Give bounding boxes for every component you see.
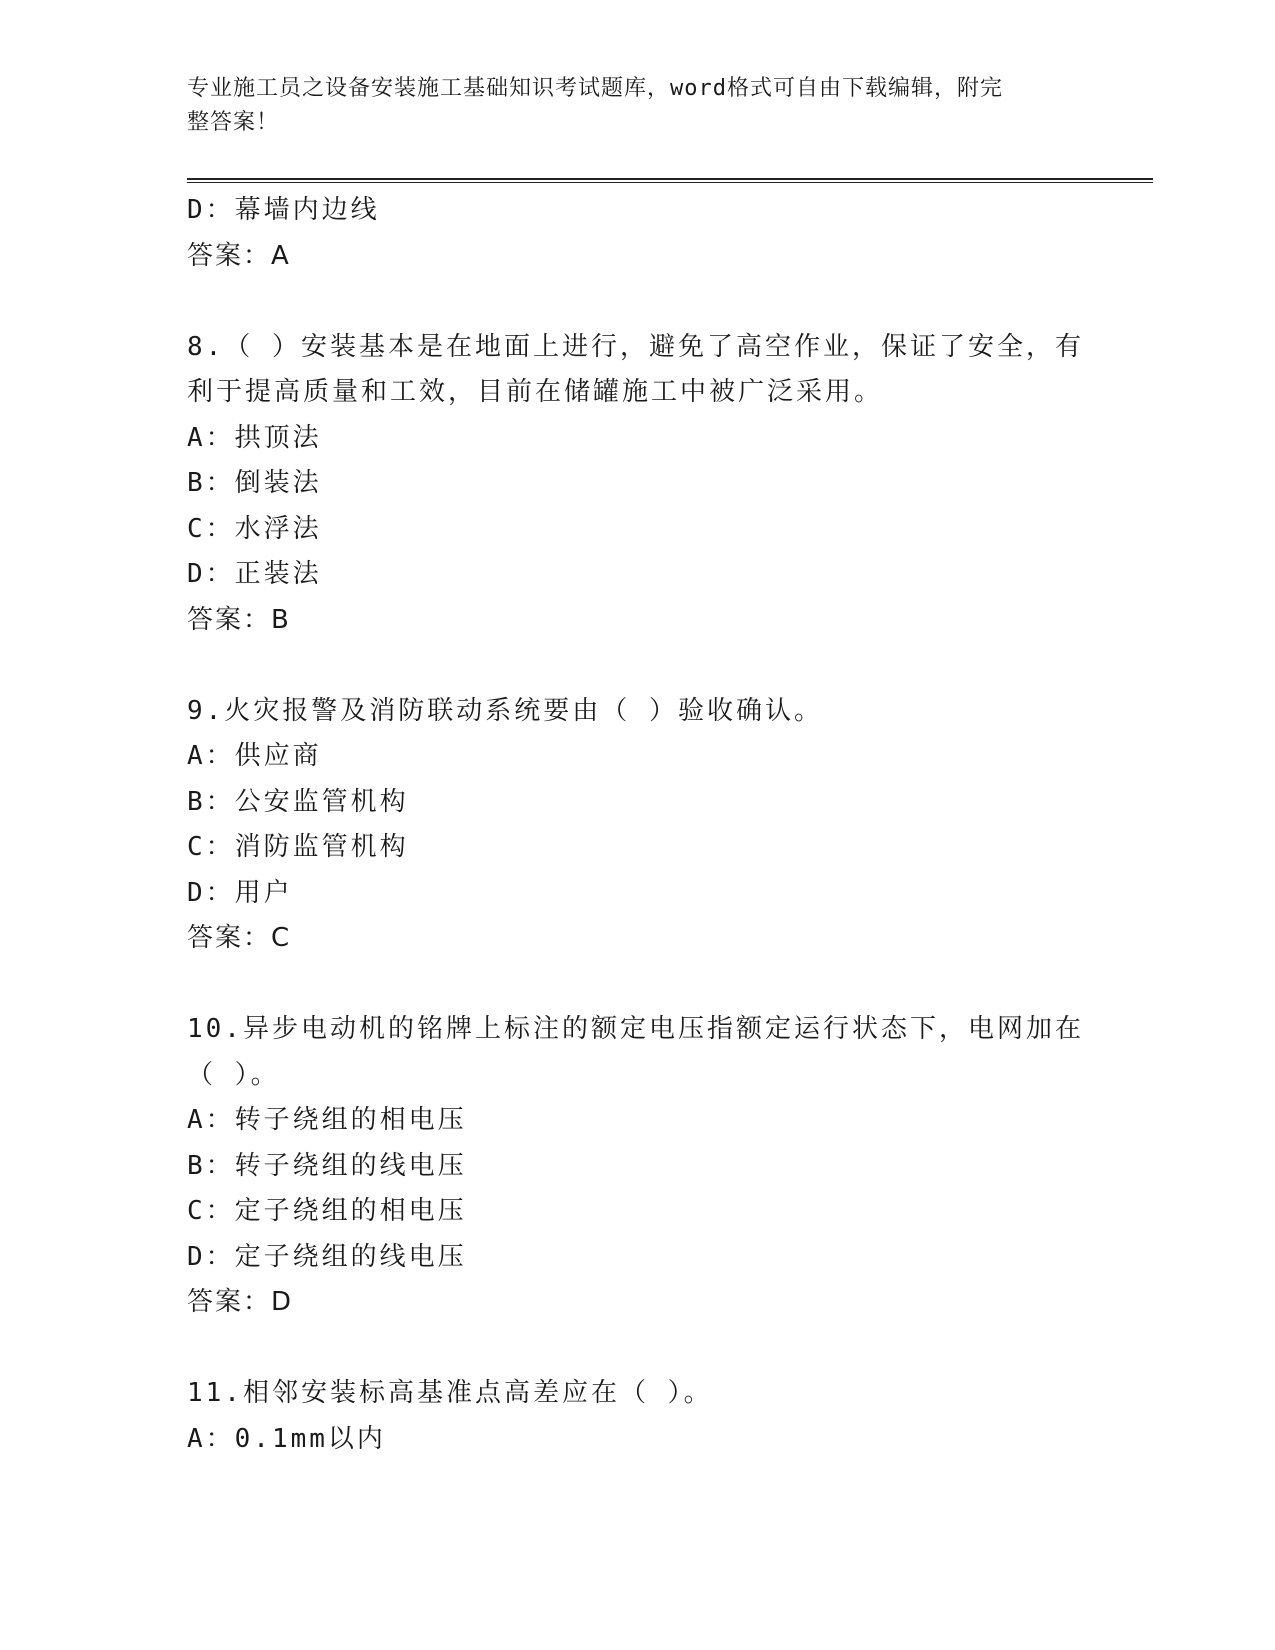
option-a: A：供应商 [187, 741, 322, 771]
option-d: D：用户 [187, 877, 293, 908]
option-a: A：拱顶法 [187, 422, 322, 453]
option-a: A：转子绕组的相电压 [187, 1105, 467, 1135]
question-block-10 [187, 1007, 1087, 1326]
option-c: C：水浮法 [187, 513, 322, 544]
option-d: D：正装法 [187, 559, 322, 589]
option-b: B：倒装法 [187, 468, 322, 498]
option-b: B：转子绕组的线电压 [187, 1150, 467, 1181]
option-c: C：消防监管机构 [187, 832, 409, 862]
answer-line: 答案：B [187, 604, 291, 635]
question-text-line: 11.相邻安装标高基准点高差应在（ ）。 [187, 1378, 713, 1408]
option-d: D：幕墙内边线 [187, 195, 380, 225]
header-title-line-1: 专业施工员之设备安装施工基础知识考试题库，word格式可自由下载编辑，附完 [187, 76, 1003, 101]
question-text-line: 8.（ ）安装基本是在地面上进行，避免了高空作业，保证了安全，有 [187, 331, 1084, 362]
answer-line: 答案：C [187, 923, 292, 953]
question-block-8 [187, 325, 1087, 644]
answer-line: 答案：D [187, 1287, 294, 1317]
question-text-line: （ ）。 [187, 1059, 280, 1090]
spacer [187, 962, 1087, 1008]
question-text-line: 利于提高质量和工效，目前在储罐施工中被广泛采用。 [187, 377, 884, 407]
option-b: B：公安监管机构 [187, 786, 409, 817]
question-text-line: 10.异步电动机的铭牌上标注的额定电压指额定运行状态下，电网加在 [187, 1014, 1084, 1044]
spacer [187, 643, 1087, 689]
option-a: A：0.1mm以内 [187, 1423, 386, 1454]
answer-line: 答案：A [187, 240, 291, 271]
question-block-11 [187, 1371, 1087, 1462]
header-title-line-2: 整答案！ [187, 110, 280, 135]
header-divider-thin [187, 182, 1153, 183]
option-d: D：定子绕组的线电压 [187, 1241, 467, 1272]
spacer [187, 1326, 1087, 1372]
question-text-line: 9.火灾报警及消防联动系统要由（ ）验收确认。 [187, 695, 823, 726]
option-c: C：定子绕组的相电压 [187, 1196, 467, 1226]
question-block-7 [187, 188, 1087, 279]
document-header [187, 72, 1067, 140]
spacer [187, 279, 1087, 325]
question-block-9 [187, 689, 1087, 962]
header-divider-thick [187, 178, 1153, 180]
question-list [187, 188, 1087, 1462]
